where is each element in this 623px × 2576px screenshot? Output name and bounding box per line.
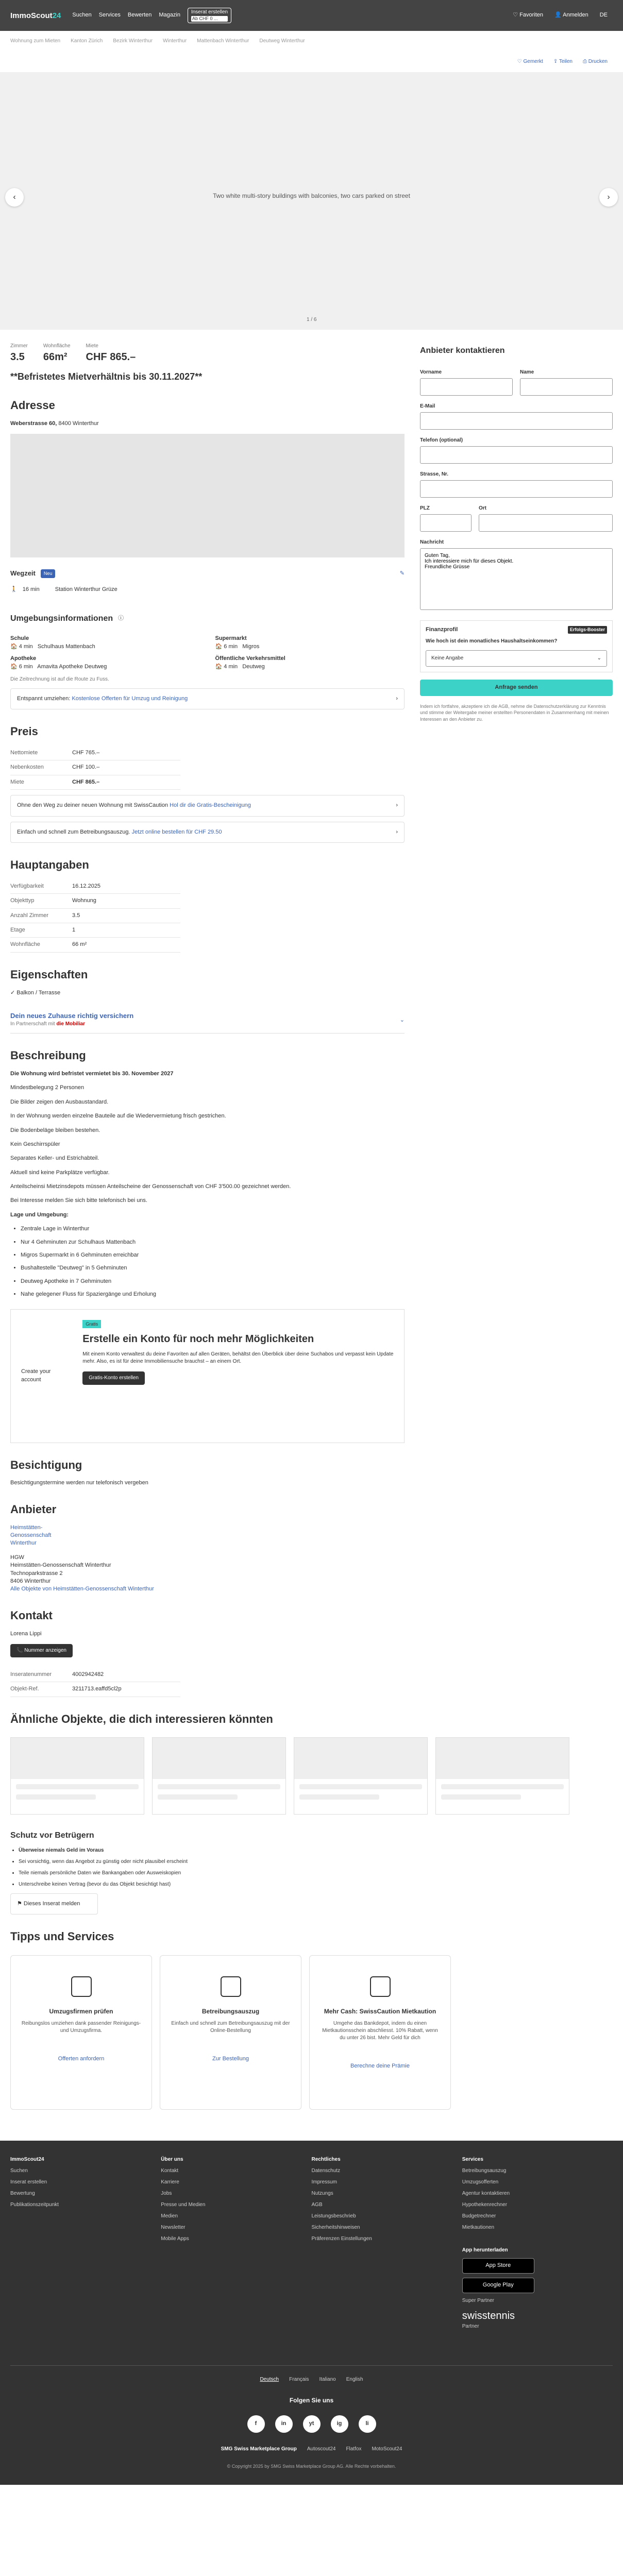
price-value: CHF 100.– xyxy=(72,764,100,771)
fraud-protection xyxy=(10,1830,613,1914)
similar-heading: Ähnliche Objekte, die dich interessieren könnten xyxy=(10,1712,273,1725)
contact-heading: Kontakt xyxy=(10,1608,53,1622)
visit-heading: Besichtigung xyxy=(10,1458,82,1471)
logo-suffix: 24 xyxy=(52,11,61,20)
tip-text: Einfach und schnell zum Betreibungsauszug mit der Online-Bestellung xyxy=(171,2020,290,2033)
price-row xyxy=(10,760,180,775)
walk-time: 16 min xyxy=(22,586,40,592)
fraud-item: • Teile niemals persönliche Daten wie Bankangaben oder Ausweiskopien xyxy=(19,1870,613,1877)
linkedin-alt-icon[interactable]: li xyxy=(359,2415,376,2433)
email-label: E-Mail xyxy=(420,403,435,410)
message-label: Nachricht xyxy=(420,539,444,546)
ref-key: Inseratenummer xyxy=(10,1671,52,1677)
footer-link[interactable]: Suchen xyxy=(10,2168,28,2174)
promo-text: Entspannt umziehen: xyxy=(17,695,71,702)
chevron-right-icon: › xyxy=(396,802,398,809)
nav-suchen[interactable]: Suchen xyxy=(72,12,92,19)
fact-rent xyxy=(86,343,136,364)
firstname-input[interactable] xyxy=(420,378,513,396)
poi-transport: Öffentliche Verkehrsmittel 🏠 4 min Deutweg xyxy=(215,655,405,671)
footer-link[interactable]: Bewertung xyxy=(10,2191,35,2197)
price-key: Miete xyxy=(10,778,24,785)
group-link[interactable]: MotoScout24 xyxy=(372,2446,402,2452)
lang-de[interactable]: Deutsch xyxy=(260,2377,279,2383)
finance-badge: Erfolgs-Booster xyxy=(568,626,607,634)
data-row xyxy=(10,894,180,908)
list-item: • Zentrale Lage in Winterthur xyxy=(21,1225,405,1233)
tips-list xyxy=(0,1955,623,2110)
address-heading: Adresse xyxy=(10,399,55,412)
data-value: 16.12.2025 xyxy=(72,883,101,889)
print-button[interactable]: ⎙ Drucken xyxy=(582,59,608,64)
insurance-title: Dein neues Zuhause richtig versichern xyxy=(10,1011,134,1020)
poi-heading: Schule xyxy=(10,635,29,642)
city: 8400 Winterthur xyxy=(58,420,99,427)
key-facts xyxy=(10,343,405,364)
legal-text: Indem ich fortfahre, akzeptiere ich die AGB, nehme die Datenschutzerklärung zur Kenntnis und stimme der Weitergabe meiner erstellten Personendaten in Zusammenhang mit meinen Interessen an den Anbieter zu. xyxy=(420,703,609,722)
send-request-button[interactable]: Anfrage senden xyxy=(420,680,613,696)
info-icon[interactable]: ⓘ xyxy=(118,615,124,622)
footer-link[interactable]: AGB xyxy=(311,2202,323,2208)
new-badge: Neu xyxy=(41,569,56,578)
provider-line: 8406 Winterthur xyxy=(10,1578,51,1584)
tip-title: Umzugsfirmen prüfen xyxy=(49,2008,113,2015)
lastname-label: Name xyxy=(520,369,534,376)
similar-list xyxy=(10,1737,613,1815)
provider-line: Technoparkstrasse 2 xyxy=(10,1570,63,1577)
debt-promo[interactable] xyxy=(10,822,405,843)
promo-link[interactable]: Kostenlose Offerten für Umzug und Reinigung xyxy=(72,695,188,702)
surroundings-grid xyxy=(10,635,405,671)
copyright: © Copyright 2025 by SMG Swiss Marketplace Group AG. Alle Rechte vorbehalten. xyxy=(227,2463,396,2469)
desc-para: Bei Interesse melden Sie sich bitte telefonisch bei uns. xyxy=(10,1197,147,1204)
gallery-caption: Two white multi-story buildings with balconies, two cars parked on street xyxy=(213,192,410,199)
price-key: Nettomiete xyxy=(10,750,38,756)
footer-link[interactable]: Betreibungsauszug xyxy=(462,2168,507,2174)
tip-text: Reibungslos umziehen dank passender Reinigungs- und Umzugsfirma. xyxy=(21,2020,141,2033)
tip-card xyxy=(309,1955,451,2110)
poi-time: 4 min xyxy=(224,663,238,670)
email-input[interactable] xyxy=(420,412,613,430)
feature-item: ✓ Balkon / Terrasse xyxy=(10,989,61,996)
provider-link-2[interactable]: Genossenschaft xyxy=(10,1532,52,1538)
promo-link[interactable]: Hol dir die Gratis-Bescheinigung xyxy=(170,802,251,809)
lastname-input[interactable] xyxy=(520,378,613,396)
all-objects-link[interactable]: Alle Objekte von Heimstätten-Genossenschaft Winterthur xyxy=(10,1586,154,1592)
wegzeit-label: Wegzeit xyxy=(10,569,36,578)
poi-name: Amavita Apotheke Deutweg xyxy=(37,663,107,670)
footer-link[interactable]: Budgetrechner xyxy=(462,2213,496,2219)
chevron-right-icon: › xyxy=(396,695,398,702)
poi-name: Schulhaus Mattenbach xyxy=(37,643,95,650)
group-link[interactable]: Autoscout24 xyxy=(307,2446,336,2452)
city-label: Ort xyxy=(479,505,486,512)
breadcrumb xyxy=(0,31,623,52)
lang-select[interactable]: DE xyxy=(599,12,608,18)
gratis-badge: Gratis xyxy=(82,1320,101,1329)
top-nav xyxy=(72,8,231,23)
data-key: Wohnfläche xyxy=(10,941,40,948)
data-key: Anzahl Zimmer xyxy=(10,912,48,919)
facebook-icon[interactable]: f xyxy=(247,2415,265,2433)
partner-sub: Partner xyxy=(462,2324,479,2330)
promo-text: Ohne den Weg zu deiner neuen Wohnung mit SwissCaution xyxy=(17,802,169,809)
tip-link[interactable]: Zur Bestellung xyxy=(212,2055,249,2062)
fact-label: Miete xyxy=(86,343,98,349)
street-label: Strasse, Nr. xyxy=(420,471,449,478)
firstname-label: Vorname xyxy=(420,369,442,376)
description xyxy=(10,1048,405,1298)
street-input[interactable] xyxy=(420,480,613,498)
phone-input[interactable] xyxy=(420,446,613,464)
tips-heading: Tipps und Services xyxy=(10,1930,114,1943)
logo[interactable] xyxy=(10,10,61,21)
finance-heading: Finanzprofil xyxy=(426,626,458,633)
footer-link[interactable]: Jobs xyxy=(161,2191,172,2197)
provider-line: HGW xyxy=(10,1554,24,1561)
insert-sub: Ab CHF 0 ... xyxy=(191,16,228,22)
finance-profile xyxy=(420,620,613,672)
price-row xyxy=(10,775,180,790)
fraud-item: • Sei vorsichtig, wenn das Angebot zu günstig oder nicht plausibel erscheint xyxy=(19,1858,613,1866)
tip-title: Betreibungsauszug xyxy=(201,2008,260,2015)
tip-link[interactable]: Berechne deine Prämie xyxy=(350,2062,410,2069)
app-store-button[interactable]: App Store xyxy=(462,2258,534,2274)
poi-pharmacy: Apotheke 🏠 6 min Amavita Apotheke Deutweg xyxy=(10,655,200,671)
fact-area xyxy=(43,343,71,364)
truck-icon xyxy=(71,1976,92,1997)
footer-link[interactable]: Datenschutz xyxy=(311,2168,341,2174)
footer-link[interactable]: Newsletter xyxy=(161,2225,186,2231)
footer-link[interactable]: Inserat erstellen xyxy=(10,2179,47,2185)
nav-magazin[interactable]: Magazin xyxy=(159,12,180,19)
favorites-link[interactable]: ♡ Favoriten xyxy=(513,12,544,18)
tip-card xyxy=(10,1955,152,2110)
desc-para: Mindestbelegung 2 Personen xyxy=(10,1084,85,1091)
desc-para: Separates Keller- und Estrichabteil. xyxy=(10,1155,99,1162)
fraud-heading: Schutz vor Betrügern xyxy=(10,1831,94,1840)
account-left: Create your account xyxy=(21,1368,51,1383)
insurance-banner[interactable] xyxy=(10,1011,405,1033)
tip-title: Mehr Cash: SwissCaution Mietkaution xyxy=(324,2008,436,2015)
similar-card[interactable] xyxy=(10,1737,144,1815)
fact-label: Wohnfläche xyxy=(43,343,71,349)
account-title: Erstelle ein Konto für noch mehr Möglichkeiten xyxy=(82,1333,314,1345)
message-textarea[interactable] xyxy=(420,548,613,610)
insert-label: Inserat erstellen xyxy=(191,9,228,15)
language-switcher xyxy=(10,2365,613,2383)
data-row xyxy=(10,923,180,938)
list-item: • Nahe gelegener Fluss für Spaziergänge und Erholung xyxy=(21,1291,405,1298)
desc-para: Aktuell sind keine Parkplätze verfügbar. xyxy=(10,1169,110,1176)
price-value: CHF 865.– xyxy=(72,778,100,785)
data-key: Etage xyxy=(10,927,25,934)
desc-para: Die Bodenbeläge bleiben bestehen. xyxy=(10,1127,100,1133)
form-heading: Anbieter kontaktieren xyxy=(420,346,505,355)
tip-link[interactable]: Offerten anfordern xyxy=(58,2055,105,2062)
fact-value: 66m² xyxy=(43,351,68,363)
main-data-heading: Hauptangaben xyxy=(10,858,89,872)
certificate-icon xyxy=(221,1976,241,1997)
group-link[interactable]: Flatfox xyxy=(346,2446,362,2452)
tip-card xyxy=(160,1955,301,2110)
price-table xyxy=(10,746,180,790)
login-link[interactable]: 👤 Anmelden xyxy=(554,12,588,18)
zip-label: PLZ xyxy=(420,505,430,512)
print-label: Drucken xyxy=(588,59,608,64)
contact-form xyxy=(420,330,613,1697)
instagram-icon[interactable]: ig xyxy=(331,2415,348,2433)
crumb-2[interactable]: Kanton Zürich xyxy=(71,38,103,44)
zip-input[interactable] xyxy=(420,514,472,532)
crumb-1[interactable]: Wohnung zum Mieten xyxy=(10,38,61,44)
chevron-down-icon: ⌄ xyxy=(399,1016,405,1023)
ref-value: 3211713.eaffd5cl2p xyxy=(72,1686,122,1692)
app-heading: App herunterladen xyxy=(462,2247,508,2253)
fact-value: 3.5 xyxy=(10,351,25,363)
desc-para: Kein Geschirrspüler xyxy=(10,1141,60,1147)
group-name[interactable]: SMG Swiss Marketplace Group xyxy=(221,2446,297,2452)
data-value: 3.5 xyxy=(72,912,80,919)
fact-value: CHF 865.– xyxy=(86,351,136,363)
poi-name: Deutweg xyxy=(242,663,265,670)
nav-services[interactable]: Services xyxy=(98,12,121,19)
features-heading: Eigenschaften xyxy=(10,968,88,981)
image-counter: 1 / 6 xyxy=(307,317,317,323)
footer-link[interactable]: Hypothekenrechner xyxy=(462,2202,508,2208)
list-item: • Bushaltestelle "Deutweg" in 5 Gehminuten xyxy=(21,1264,405,1272)
provider-link-1[interactable]: Heimstätten- xyxy=(10,1524,43,1531)
footer-link[interactable]: Umzugsofferten xyxy=(462,2179,499,2185)
share-label: Teilen xyxy=(559,59,573,64)
similar-card[interactable] xyxy=(294,1737,428,1815)
create-account-button[interactable]: Gratis-Konto erstellen xyxy=(82,1371,145,1385)
income-value: Keine Angabe xyxy=(431,655,464,662)
lang-it[interactable]: Italiano xyxy=(319,2377,336,2383)
surroundings-heading: Umgebungsinformationen xyxy=(10,614,113,623)
crumb-4[interactable]: Winterthur xyxy=(163,38,187,44)
insurance-sub: In Partnerschaft mit xyxy=(10,1021,55,1027)
data-value: 1 xyxy=(72,927,76,934)
chevron-right-icon: › xyxy=(396,828,398,835)
footer-col-heading: Über uns xyxy=(161,2157,183,2163)
youtube-icon[interactable]: yt xyxy=(303,2415,321,2433)
contact-name: Lorena Lippi xyxy=(10,1630,42,1637)
poi-time: 6 min xyxy=(224,643,238,650)
footer-col xyxy=(312,2156,462,2334)
list-item: • Migros Supermarkt in 6 Gehminuten erreichbar xyxy=(21,1251,405,1259)
desc-list-heading: Lage und Umgebung: xyxy=(10,1211,69,1218)
show-number-label: Nummer anzeigen xyxy=(24,1647,66,1653)
footer xyxy=(0,2141,623,2485)
similar-card[interactable] xyxy=(435,1737,569,1815)
logo-text: ImmoScout xyxy=(10,11,53,20)
top-bar xyxy=(0,0,623,31)
address xyxy=(10,420,405,428)
footer-link[interactable]: Medien xyxy=(161,2213,178,2219)
footer-col-heading: Services xyxy=(462,2157,483,2163)
account-promo xyxy=(10,1309,405,1443)
save-label: Gemerkt xyxy=(523,59,543,64)
moving-promo[interactable] xyxy=(10,688,405,709)
income-select[interactable] xyxy=(426,650,607,667)
poi-supermarket: Supermarkt 🏠 6 min Migros xyxy=(215,635,405,651)
next-image-button[interactable]: › xyxy=(599,188,618,207)
price-value: CHF 765.– xyxy=(72,750,100,756)
list-item: • Deutweg Apotheke in 7 Gehminuten xyxy=(21,1278,405,1285)
desc-para: Anteilscheinsi Mietzinsdepots müssen Anteilscheine der Genossenschaft von CHF 3'500.00 gezeichnet werden. xyxy=(10,1183,291,1190)
price-row xyxy=(10,746,180,760)
tip-text: Umgehe das Bankdepot, indem du einen Mietkautionsschein abschliesst. 10% Rabatt, wenn du unter 26 bist. Mehr Geld für dich xyxy=(322,2020,438,2041)
follow-heading: Folgen Sie uns xyxy=(289,2397,334,2404)
linkedin-icon[interactable]: in xyxy=(275,2415,293,2433)
description-lead: Die Wohnung wird befristet vermietet bis 30. November 2027 xyxy=(10,1070,174,1077)
data-row xyxy=(10,879,180,894)
feature-label: Balkon / Terrasse xyxy=(16,989,61,996)
footer-link[interactable]: Präferenzen Einstellungen xyxy=(311,2236,372,2242)
ref-key: Objekt-Ref. xyxy=(10,1686,39,1692)
footer-col xyxy=(161,2156,311,2334)
share-button[interactable]: ⇪ Teilen xyxy=(553,59,573,64)
lang-fr[interactable]: Français xyxy=(289,2377,309,2383)
footer-col xyxy=(10,2156,161,2334)
report-label: Dieses Inserat melden xyxy=(23,1900,80,1907)
insurance-brand: die Mobiliar xyxy=(56,1021,86,1027)
crumb-3[interactable]: Bezirk Winterthur xyxy=(113,38,153,44)
crumb-6[interactable]: Deutweg Winterthur xyxy=(259,38,305,44)
main-content xyxy=(10,330,405,1697)
poi-heading: Öffentliche Verkehrsmittel xyxy=(215,655,285,662)
walk-icon: 🚶 xyxy=(10,586,18,592)
group-links xyxy=(10,2446,613,2453)
social-links xyxy=(10,2415,613,2433)
footer-link[interactable]: Karriere xyxy=(161,2179,179,2185)
partner-label: Super Partner xyxy=(462,2298,495,2304)
footer-link[interactable]: Sicherheitshinweisen xyxy=(311,2225,360,2231)
data-row xyxy=(10,938,180,952)
chevron-down-icon: ⌄ xyxy=(597,655,601,662)
image-gallery[interactable] xyxy=(0,72,623,330)
data-key: Verfügbarkeit xyxy=(10,883,44,889)
price-key: Nebenkosten xyxy=(10,764,44,771)
list-item: • Nur 4 Gehminuten zur Schulhaus Mattenbach xyxy=(21,1239,405,1246)
similar-card[interactable] xyxy=(152,1737,286,1815)
surroundings-note: Die Zeitrechnung ist auf die Route zu Fuss. xyxy=(10,676,109,682)
price-heading: Preis xyxy=(10,725,38,738)
footer-link[interactable]: Agentur kontaktieren xyxy=(462,2191,510,2197)
fact-rooms xyxy=(10,343,28,364)
crumb-5[interactable]: Mattenbach Winterthur xyxy=(197,38,249,44)
listing-actions xyxy=(0,52,623,72)
provider-link-3[interactable]: Winterthur xyxy=(10,1540,37,1547)
description-heading: Beschreibung xyxy=(10,1049,86,1062)
desc-para: In der Wohnung werden einzelne Bauteile auf die Wiedervermietung frisch gestrichen. xyxy=(10,1113,226,1120)
footer-link[interactable]: Publikationszeitpunkt xyxy=(10,2202,59,2208)
data-value: Wohnung xyxy=(72,897,96,904)
station: Station Winterthur Grüze xyxy=(55,586,117,592)
save-button[interactable]: ♡ Gemerkt xyxy=(517,59,543,64)
visit-text: Besichtigungstermine werden nur telefonisch vergeben xyxy=(10,1480,148,1486)
favorites-label: Favoriten xyxy=(519,12,544,18)
ref-row xyxy=(10,1682,180,1697)
promo-link[interactable]: Jetzt online bestellen für CHF 29.50 xyxy=(131,828,222,835)
fraud-item: • Überweise niemals Geld im Voraus xyxy=(19,1847,613,1854)
desc-para: Die Bilder zeigen den Ausbaustandard. xyxy=(10,1098,109,1105)
caution-promo[interactable] xyxy=(10,795,405,816)
report-button[interactable]: ⚑ Dieses Inserat melden xyxy=(10,1893,98,1914)
data-key: Objekttyp xyxy=(10,897,35,904)
poi-time: 6 min xyxy=(19,663,33,670)
provider-line: Heimstätten-Genossenschaft Winterthur xyxy=(10,1562,111,1569)
provider-heading: Anbieter xyxy=(10,1502,57,1516)
map[interactable] xyxy=(10,434,405,557)
phone-label: Telefon (optional) xyxy=(420,437,463,444)
ref-value: 4002942482 xyxy=(72,1671,104,1677)
footer-link[interactable]: Impressum xyxy=(311,2179,337,2185)
play-store-button[interactable]: Google Play xyxy=(462,2278,534,2293)
footer-col-heading: Rechtliches xyxy=(311,2157,341,2163)
footer-link[interactable]: Presse und Medien xyxy=(161,2202,206,2208)
promo-text: Einfach und schnell zum Betreibungsauszug. xyxy=(17,828,130,835)
footer-col-heading: ImmoScout24 xyxy=(10,2157,44,2163)
finance-question: Wie hoch ist dein monatliches Haushaltseinkommen? xyxy=(426,638,558,645)
account-text: Mit einem Konto verwaltest du deine Favoriten auf allen Geräten, behältst den Überblick über deine Suchabos und verpasst kein Update mehr. Also, es ist für deine Immobiliensuche brauchst – an einem Ort. xyxy=(82,1351,394,1365)
prev-image-button[interactable]: ‹ xyxy=(5,188,24,207)
data-value: 66 m² xyxy=(72,941,87,948)
street: Weberstrasse 60, xyxy=(10,420,57,427)
data-row xyxy=(10,909,180,923)
poi-school: Schule 🏠 4 min Schulhaus Mattenbach xyxy=(10,635,200,651)
footer-col xyxy=(462,2156,613,2334)
city-input[interactable] xyxy=(479,514,613,532)
nav-bewerten[interactable]: Bewerten xyxy=(127,12,152,19)
poi-time: 4 min xyxy=(19,643,33,650)
footer-link[interactable]: Mietkautionen xyxy=(462,2225,495,2231)
money-icon xyxy=(370,1976,391,1997)
lang-en[interactable]: English xyxy=(346,2377,363,2383)
poi-heading: Supermarkt xyxy=(215,635,247,642)
ref-table xyxy=(10,1668,180,1697)
fraud-item: • Unterschreibe keinen Vertrag (bevor du das Objekt besichtigt hast) xyxy=(19,1881,613,1888)
insert-button[interactable] xyxy=(188,8,231,23)
footer-link[interactable]: Leistungsbeschrieb xyxy=(311,2213,356,2219)
edit-icon[interactable]: ✎ xyxy=(399,570,405,577)
main-data-table xyxy=(10,879,180,953)
poi-heading: Apotheke xyxy=(10,655,37,662)
listing-title: **Befristetes Mietverhältnis bis 30.11.2027** xyxy=(10,371,203,382)
footer-link[interactable]: Nutzungs xyxy=(311,2191,333,2197)
footer-link[interactable]: Kontakt xyxy=(161,2168,179,2174)
show-number-button[interactable]: 📞 Nummer anzeigen xyxy=(10,1644,73,1657)
poi-name: Migros xyxy=(242,643,260,650)
login-label: Anmelden xyxy=(563,12,588,18)
ref-row xyxy=(10,1668,180,1682)
partner-logo: swisstennis xyxy=(462,2310,515,2322)
fact-label: Zimmer xyxy=(10,343,28,349)
footer-link[interactable]: Mobile Apps xyxy=(161,2236,189,2242)
